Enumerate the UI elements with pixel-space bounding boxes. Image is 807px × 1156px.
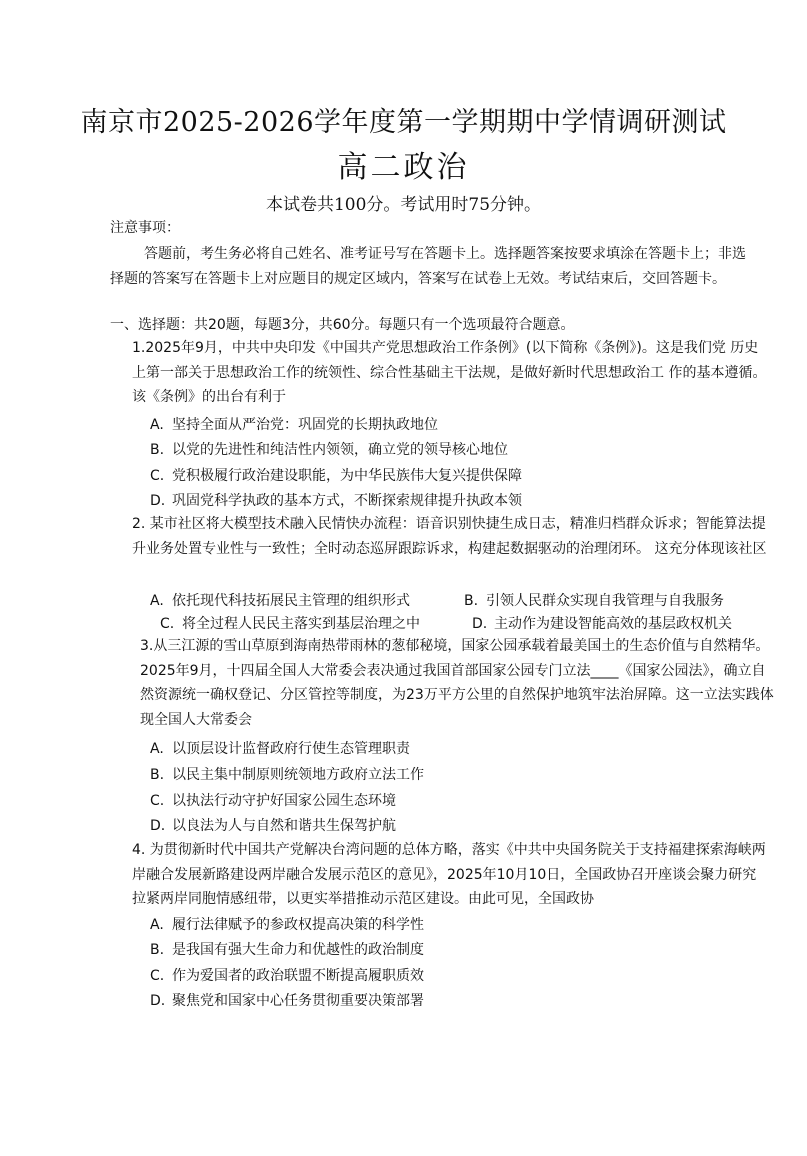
question-4-option-b bbox=[150, 939, 424, 959]
option-text: 党积极履行政治建设职能，为中华民族伟大复兴提供保障 bbox=[172, 468, 522, 484]
option-text: 以执法行动守护好国家公园生态环境 bbox=[172, 793, 396, 809]
question-4-option-a bbox=[150, 914, 424, 934]
option-letter: C. bbox=[150, 468, 165, 484]
option-text: 以顶层设计监督政府行使生态管理职责 bbox=[172, 741, 410, 757]
section-heading: 一、选择题：共20题，每题3分，共60分。每题只有一个选项最符合题意。 bbox=[110, 317, 575, 333]
question-1-option-b bbox=[150, 439, 508, 459]
option-text: 以民主集中制原则统领地方政府立法工作 bbox=[172, 767, 424, 783]
option-text: 依托现代科技拓展民主管理的组织形式 bbox=[172, 593, 410, 609]
exam-subtitle: 本试卷共100分。考试用时75分钟。 bbox=[265, 195, 542, 215]
question-3-option-c bbox=[150, 790, 396, 810]
question-4-option-d bbox=[150, 990, 424, 1010]
option-letter: C. bbox=[150, 968, 165, 984]
question-4-option-c bbox=[150, 965, 424, 985]
question-1-option-d bbox=[150, 490, 522, 510]
exam-title: 南京市2025-2026学年度第一学期期中学情调研测试 bbox=[80, 107, 727, 138]
option-letter: C. bbox=[160, 616, 175, 632]
option-letter: C. bbox=[150, 793, 165, 809]
option-letter: B. bbox=[150, 767, 165, 783]
exam-subject: 高二政治 bbox=[337, 150, 470, 185]
option-letter: D. bbox=[150, 993, 166, 1009]
option-letter: A. bbox=[150, 917, 164, 933]
option-letter: B. bbox=[464, 593, 479, 609]
notes-body: 答题前，考生务必将自己姓名、准考证号写在答题卡上。选择题答案按要求填涂在答题卡上；非选 择题的答案写在答题卡上对应题目的规定区域内，答案写在试卷上无效。考试结束后，交回答题卡。 bbox=[110, 246, 746, 287]
option-text: 聚焦党和国家中心任务贯彻重要决策部署 bbox=[172, 993, 424, 1009]
option-text: 履行法律赋予的参政权提高决策的科学性 bbox=[172, 917, 424, 933]
option-letter: D. bbox=[150, 818, 166, 834]
question-1-option-a bbox=[150, 414, 438, 434]
question-2-option-d bbox=[472, 613, 732, 633]
question-3-option-b bbox=[150, 764, 424, 784]
question-2-stem: 2. 某市社区将大模型技术融入民情快办流程：语音识别快捷生成日志，精准归档群众诉求；智能算法提升业务处置专业性与一致性；全时动态巡屏跟踪诉求，构建起数据驱动的治理闭环。 这充分体现该社区 bbox=[132, 516, 767, 557]
option-text: 主动作为建设智能高效的基层政权机关 bbox=[494, 616, 732, 632]
option-letter: D. bbox=[150, 493, 166, 509]
option-letter: A. bbox=[150, 741, 164, 757]
question-2-option-b bbox=[464, 590, 724, 610]
option-letter: B. bbox=[150, 442, 165, 458]
option-letter: A. bbox=[150, 417, 164, 433]
notes-heading: 注意事项： bbox=[110, 220, 180, 236]
option-text: 以党的先进性和纯洁性内领领，确立党的领导核心地位 bbox=[172, 442, 508, 458]
option-text: 巩固党科学执政的基本方式，不断探索规律提升执政本领 bbox=[172, 493, 522, 509]
question-3-option-a bbox=[150, 738, 410, 758]
question-3-stem: 3.从三江源的雪山草原到海南热带雨林的葱郁秘境，国家公园承载着最美国土的生态价值与自然精华。2025年9月，十四届全国人大常委会表决通过我国首部国家公园专门立法____《国家公园法》，确立自然资源统一确权登记、分区管控等制度，为23万平方公里的自然保护地筑牢法治屏障。这一立法实践体现全国人大常委会 bbox=[140, 638, 774, 728]
option-text: 坚持全面从严治党：巩固党的长期执政地位 bbox=[172, 417, 438, 433]
option-text: 作为爱国者的政治联盟不断提高履职质效 bbox=[172, 968, 424, 984]
question-2-option-a bbox=[150, 590, 410, 610]
option-text: 将全过程人民民主落实到基层治理之中 bbox=[182, 616, 420, 632]
option-text: 引领人民群众实现自我管理与自我服务 bbox=[486, 593, 724, 609]
question-1-option-c bbox=[150, 465, 522, 485]
question-4-stem: 4. 为贯彻新时代中国共产党解决台湾问题的总体方略，落实《中共中央国务院关于支持福建探索海峡两岸融合发展新路建设两岸融合发展示范区的意见》，2025年10月10日，全国政协召开座谈会聚力研究拉紧两岸同胞情感纽带，以更实举措推动示范区建设。由此可见，全国政协 bbox=[132, 842, 766, 907]
option-letter: A. bbox=[150, 593, 164, 609]
option-letter: D. bbox=[472, 616, 488, 632]
question-3-option-d bbox=[150, 815, 396, 835]
question-1-stem: 1.2025年9月，中共中央印发《中国共产党思想政治工作条例》(以下简称《条例》)。这是我们党 历史上第一部关于思想政治工作的统领性、综合性基础主干法规，是做好新时代思想政治工 作的基本遵循。该《条例》的出台有利于 bbox=[132, 340, 767, 405]
option-letter: B. bbox=[150, 942, 165, 958]
option-text: 是我国有强大生命力和优越性的政治制度 bbox=[172, 942, 424, 958]
question-2-option-c bbox=[160, 613, 420, 633]
option-text: 以良法为人与自然和谐共生保驾护航 bbox=[172, 818, 396, 834]
